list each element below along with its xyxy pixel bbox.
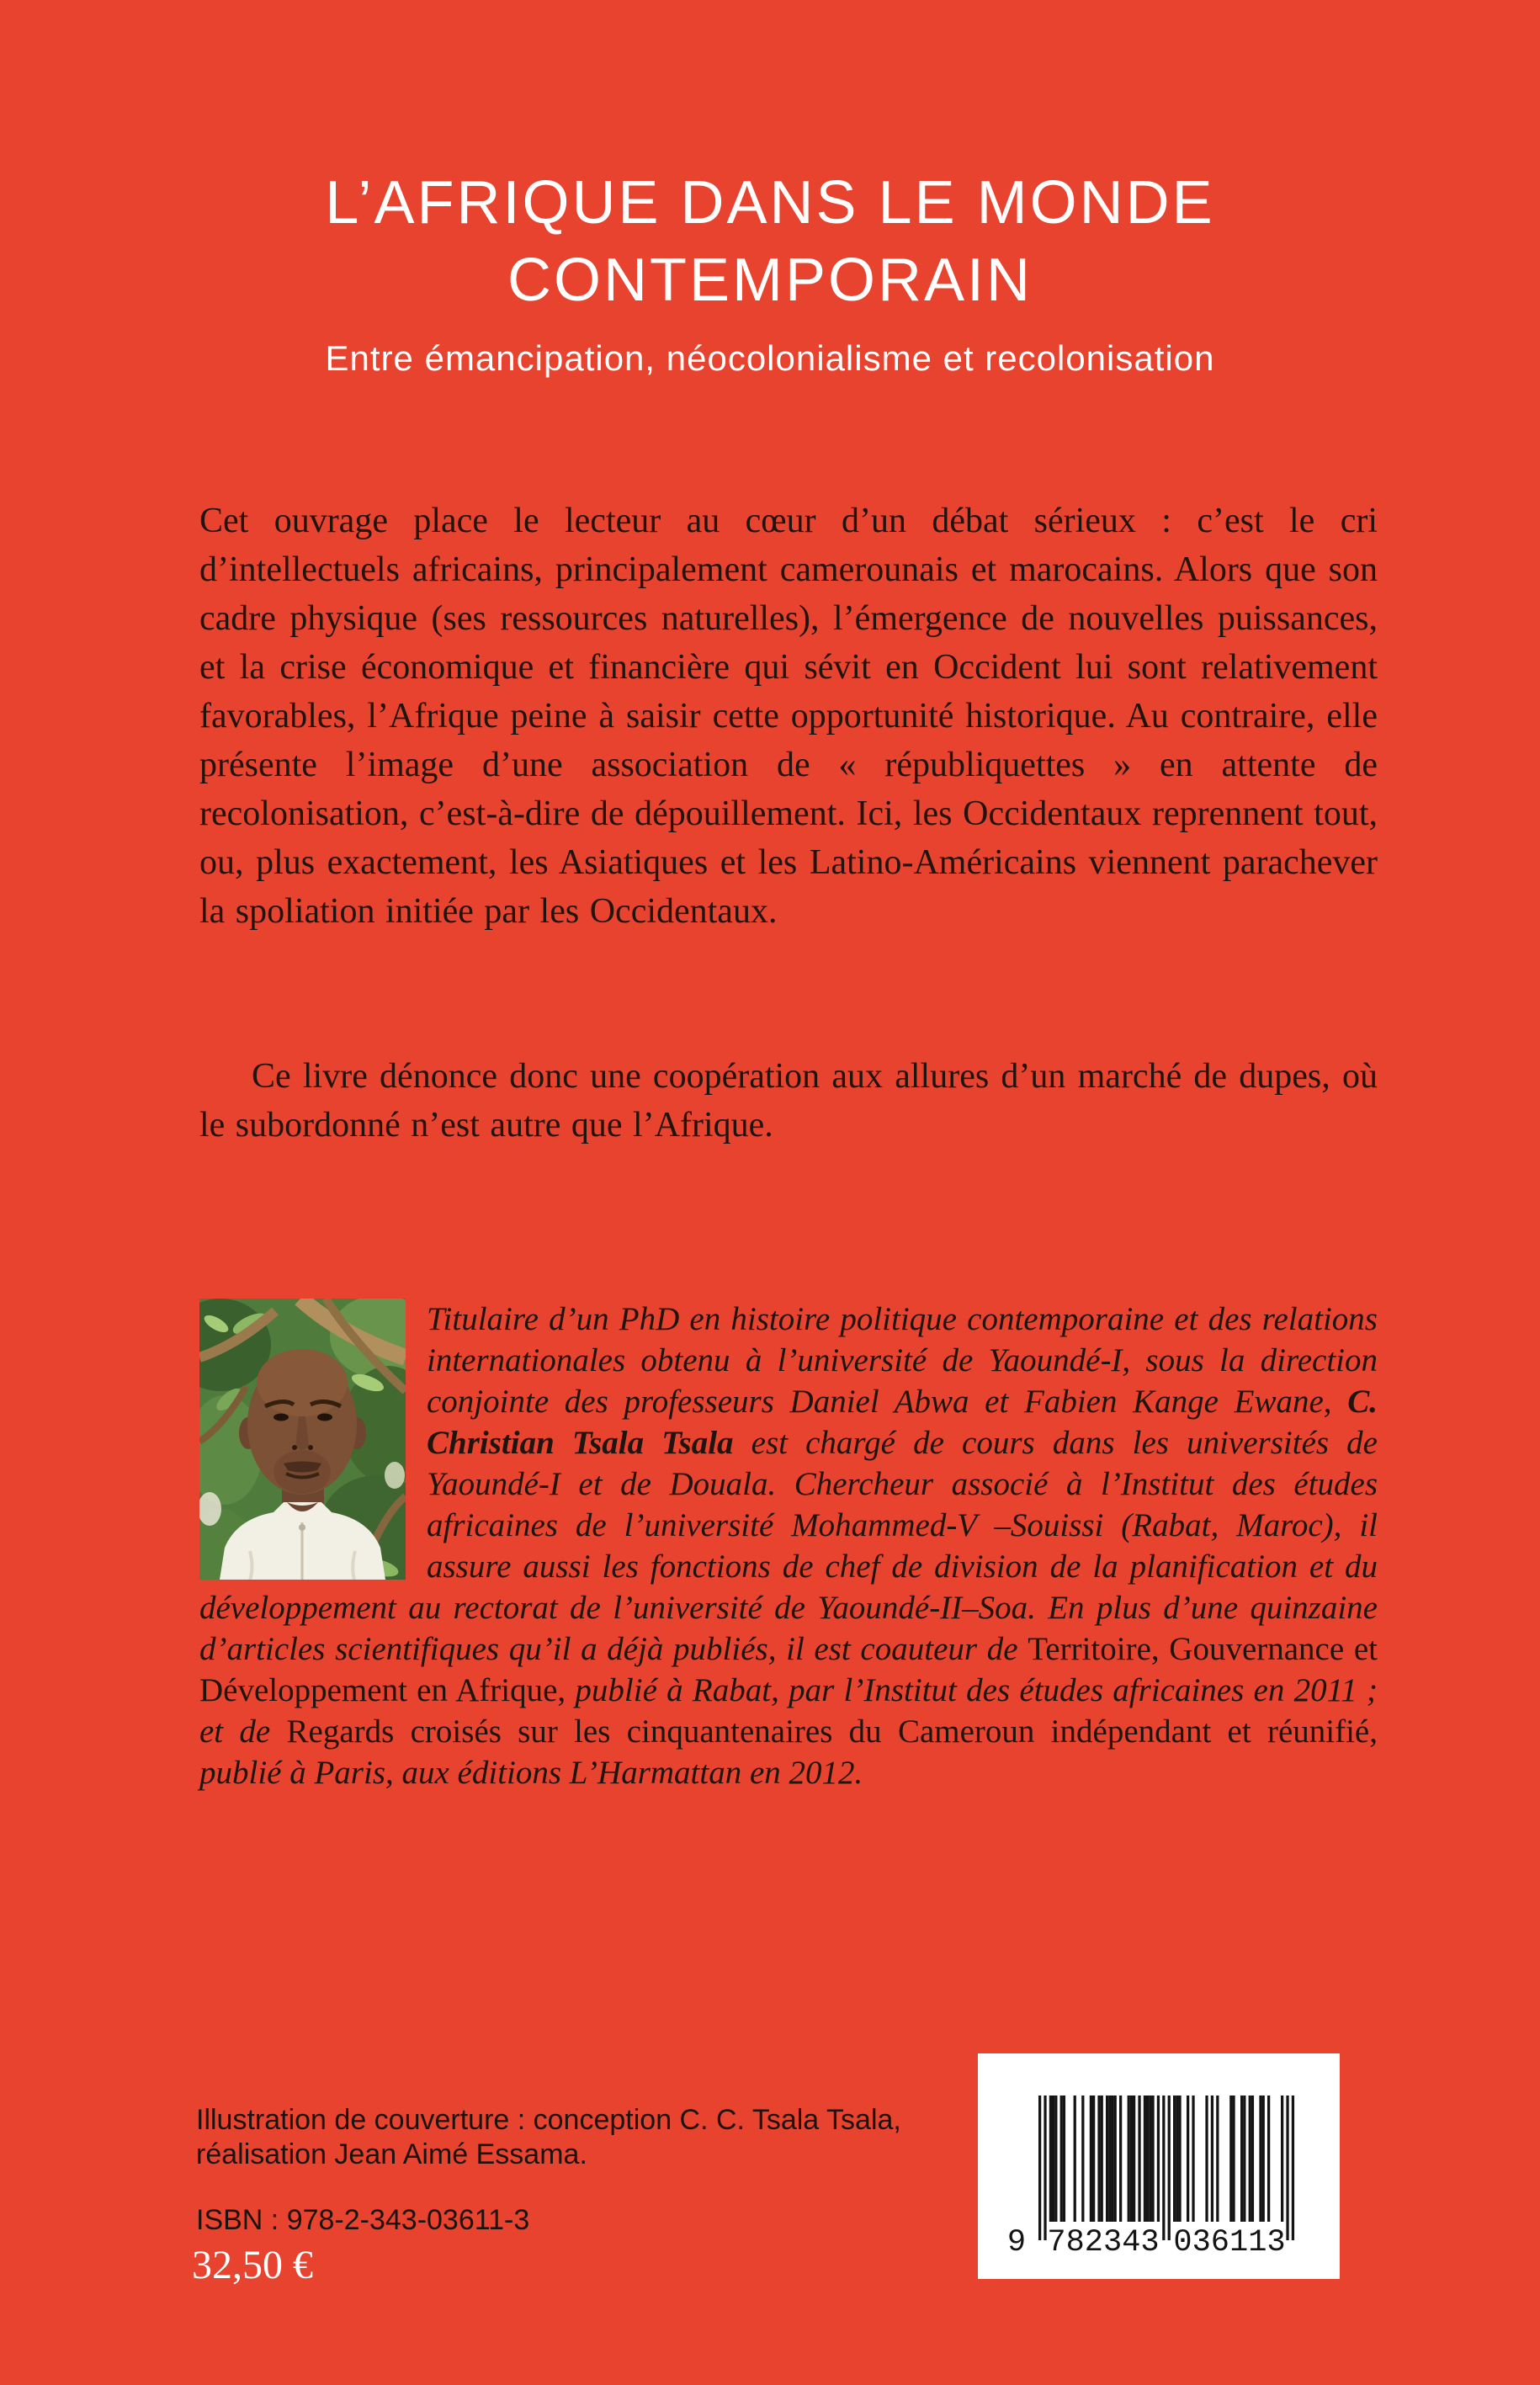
synopsis-paragraph-2: Ce livre dénonce donc une coopération aux allures d’un marché de dupes, où le subordonné n’est autre que l’Afrique.	[199, 1057, 1378, 1145]
barcode-svg	[978, 2053, 1340, 2279]
bio-run-3: publié à Rabat, par l’Institut des études africaines en 2011 ; et de	[199, 1672, 1378, 1750]
barcode	[978, 2053, 1340, 2279]
isbn-text: ISBN : 978-2-343-03611-3	[196, 2204, 530, 2236]
bio-run-4: publié à Paris, aux éditions L’Harmattan en 2012.	[199, 1755, 863, 1791]
title-block	[0, 164, 1540, 319]
bio-run-2: est chargé de cours dans les universités de Yaoundé-I et de Douala. Chercheur associé à l’Institut des études africaines de l’université Mohammed-V –Souissi (Rabat, Maroc), il assure aussi les fonctions de chef de division de la planification et du développement au rectorat de l’université de Yaoundé-II–Soa. En plus d’une quinzaine d’articles scientifiques qu’il a déjà publiés, il est coauteur de	[199, 1425, 1378, 1667]
author-photo-image	[199, 1299, 406, 1580]
barcode-digits-left: 782343	[1047, 2225, 1160, 2260]
price-text: 32,50 €	[192, 2243, 313, 2287]
cover-illustration-credit	[196, 2103, 901, 2172]
author-bio	[199, 1299, 1378, 1793]
credit-line-2: réalisation Jean Aimé Essama.	[196, 2138, 587, 2170]
barcode-bars	[1038, 2096, 1294, 2240]
synopsis-paragraph-1: Cet ouvrage place le lecteur au cœur d’un débat sérieux : c’est le cri d’intellectuels africains, principalement camerounais et marocains. Alors que son cadre physique (ses ressources naturelles), l’émergence de nouvelles puissances, et la crise économique et financière qui sévit en Occident lui sont relativement favorables, l’Afrique peine à saisir cette opportunité historique. Au contraire, elle présente l’image d’une association de « républiquettes » en attente de recolonisation, c’est-à-dire de dépouillement. Ici, les Occidentaux reprennent tout, ou, plus exactement, les Asiatiques et les Latino-Américains viennent parachever la spoliation initiée par les Occidentaux.	[199, 502, 1378, 931]
credit-line-1: Illustration de couverture : conception C. C. Tsala Tsala,	[196, 2104, 901, 2136]
bio-book-title-1: Territoire, Gouvernance et Développement en Afrique,	[199, 1631, 1378, 1708]
barcode-digit-first: 9	[1006, 2225, 1027, 2260]
book-title-line2: CONTEMPORAIN	[507, 247, 1033, 314]
bio-run-1: Titulaire d’un PhD en histoire politique contemporaine et des relations internationales obtenu à l’université de Yaoundé-I, sous la direction conjointe des professeurs Daniel Abwa et Fabien Kange Ewane,	[427, 1301, 1378, 1420]
book-title-line1: L’AFRIQUE DANS LE MONDE	[325, 169, 1215, 236]
bio-book-title-2: Regards croisés sur les cinquantenaires du Cameroun indépendant et réunifié,	[286, 1713, 1378, 1750]
book-subtitle: Entre émancipation, néocolonialisme et recolonisation	[325, 338, 1215, 378]
bio-author-name: C. Christian Tsala Tsala	[427, 1384, 1378, 1461]
barcode-digits-right: 036113	[1173, 2225, 1286, 2260]
